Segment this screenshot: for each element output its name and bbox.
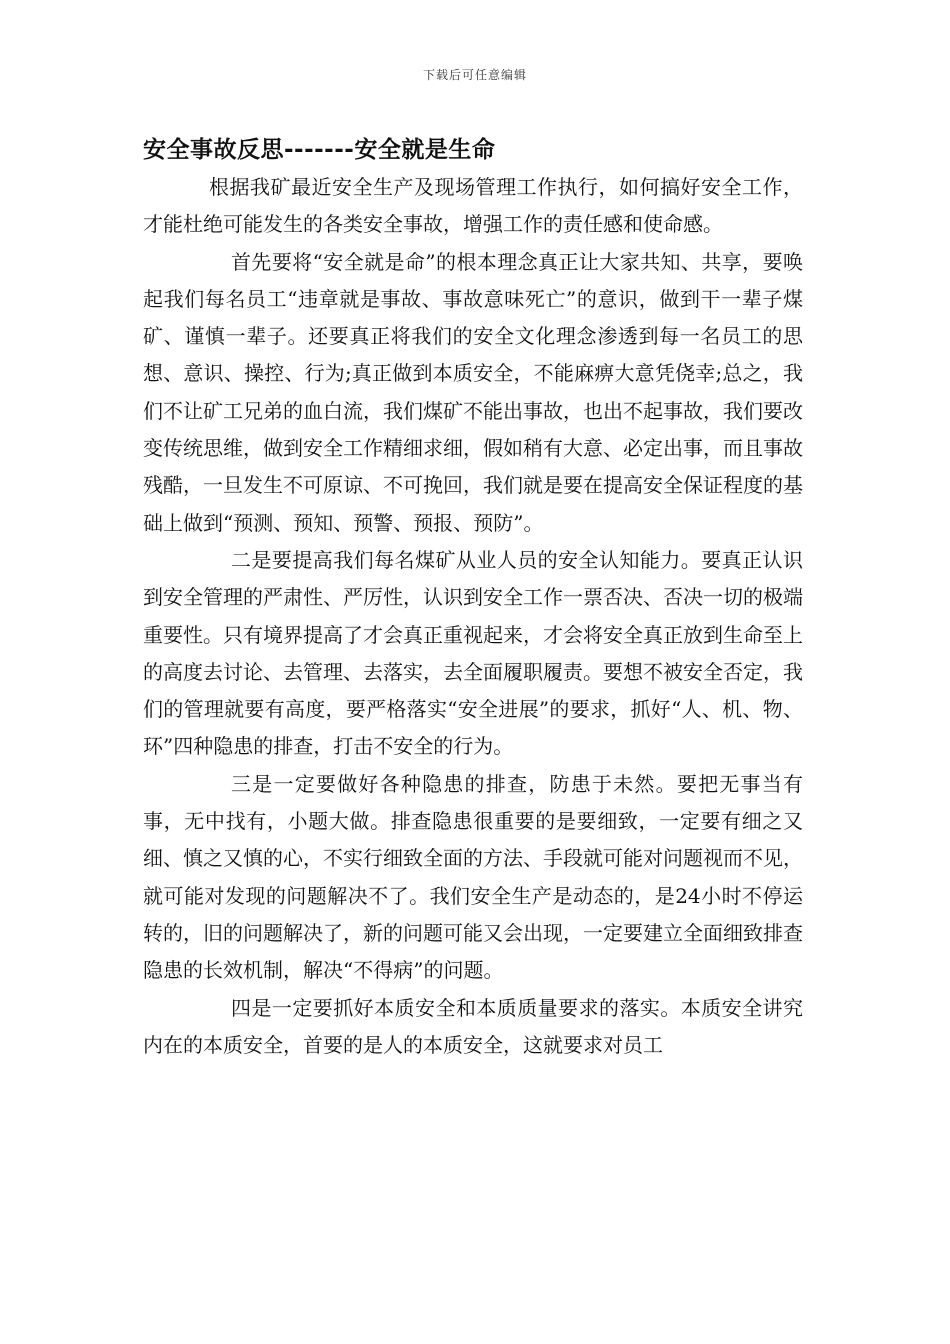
header-note: 下载后可任意编辑 — [422, 68, 527, 82]
document-title: 安全事故反思-------安全就是生命 — [143, 137, 496, 163]
paragraph-intro: 根据我矿最近安全生产及现场管理工作执行，如何搞好安全工作，才能杜绝可能发生的各类安全事故，增强工作的责任感和使命感。 — [143, 175, 803, 237]
paragraph-third-point: 三是一定要做好各种隐患的排查，防患于未然。要把无事当有事，无中找有，小题大做。排查隐患很重要的是要细致，一定要有细之又细、慎之又慎的心，不实行细致全面的方法、手段就可能对问题视而不见，就可能对发现的问题解决不了。我们安全生产是动态的，是24小时不停运转的，旧的问题解决了，新的问题可能又会出现，一定要建立全面细致排查隐患的长效机制，解决“不得病”的问题。 — [143, 771, 803, 983]
paragraph-second-point: 二是要提高我们每名煤矿从业人员的安全认知能力。要真正认识到安全管理的严肃性、严厉性，认识到安全工作一票否决、否决一切的极端重要性。只有境界提高了才会真正重视起来，才会将安全真正放到生命至上的高度去讨论、去管理、去落实，去全面履职履责。要想不被安全否定，我们的管理就要有高度，要严格落实“安全进展”的要求，抓好“人、机、物、环”四种隐患的排查，打击不安全的行为。 — [143, 547, 803, 759]
document-body — [143, 131, 803, 1064]
paragraph-fourth-point: 四是一定要抓好本质安全和本质质量要求的落实。本质安全讲究内在的本质安全，首要的是人的本质安全，这就要求对员工 — [143, 995, 803, 1057]
paragraph-first-point: 首先要将“安全就是命”的根本理念真正让大家共知、共享，要唤起我们每名员工“违章就是事故、事故意味死亡”的意识，做到干一辈子煤矿、谨慎一辈子。还要真正将我们的安全文化理念渗透到每一名员工的思想、意识、操控、行为;真正做到本质安全，不能麻痹大意凭侥幸;总之，我们不让矿工兄弟的血白流，我们煤矿不能出事故，也出不起事故，我们要改变传统思维，做到安全工作精细求细，假如稍有大意、必定出事，而且事故残酷，一旦发生不可原谅、不可挽回，我们就是要在提高安全保证程度的基础上做到“预测、预知、预警、预报、预防”。 — [143, 249, 803, 535]
